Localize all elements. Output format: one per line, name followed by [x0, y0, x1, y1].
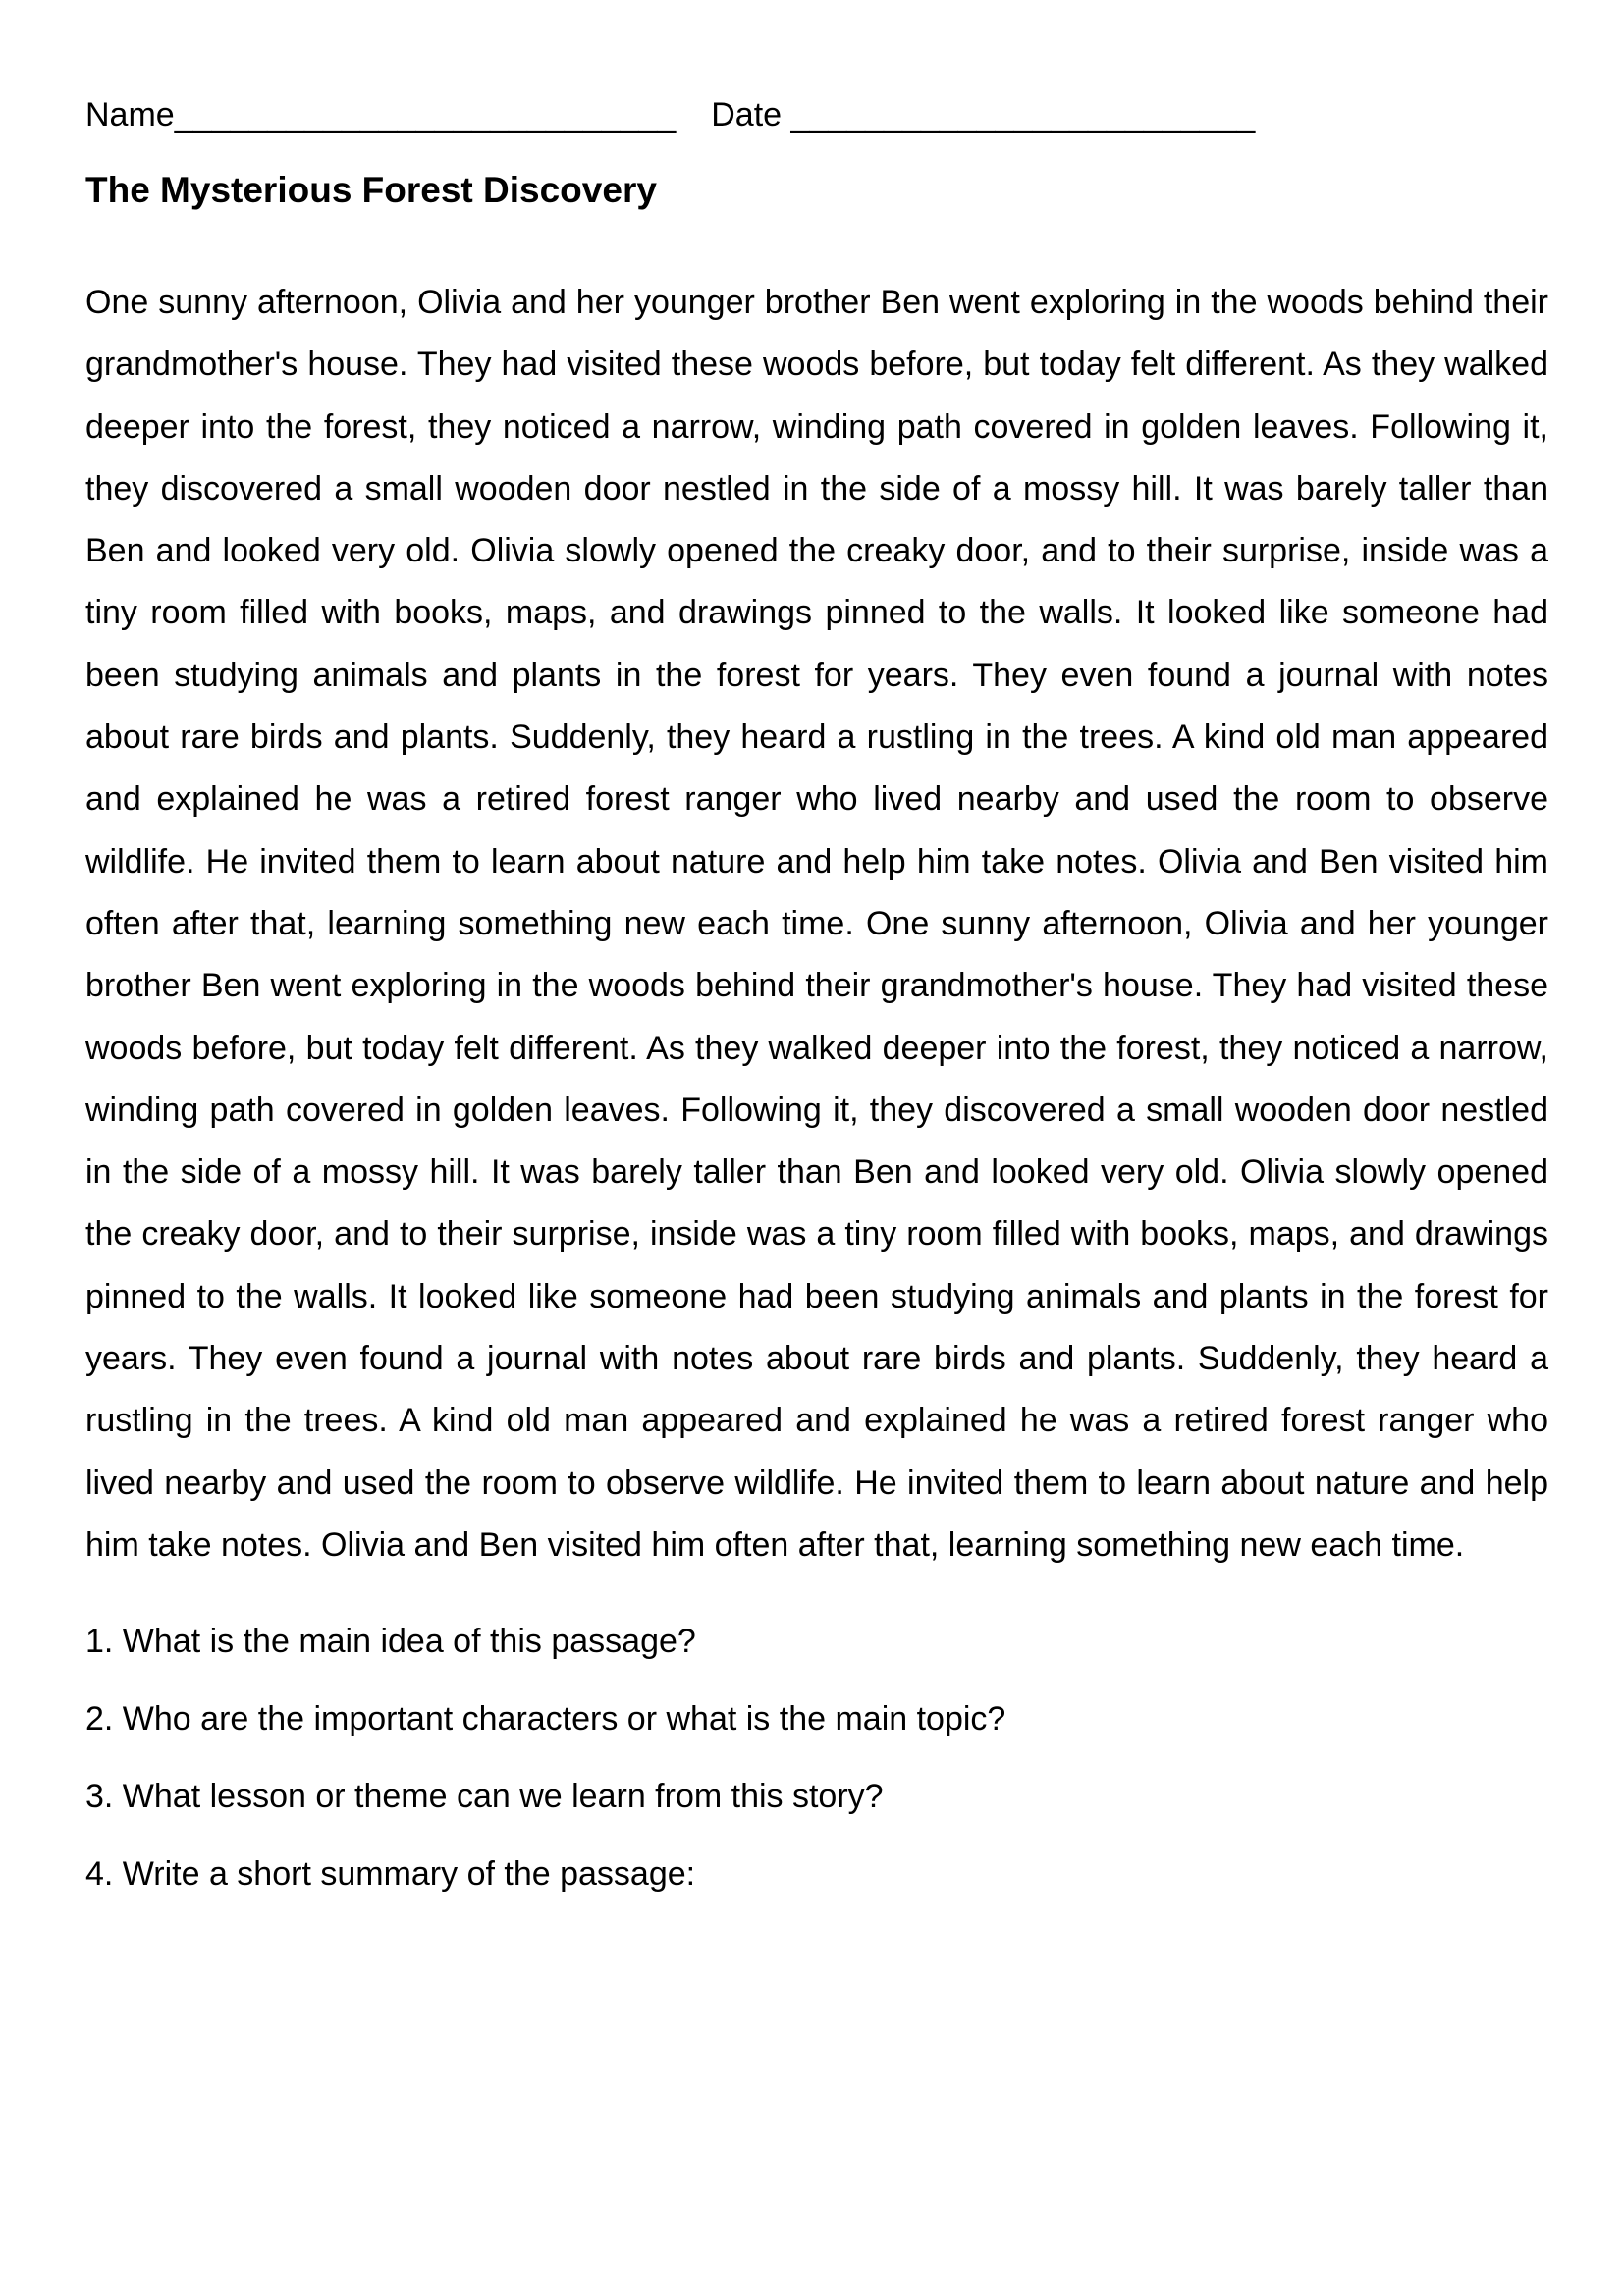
reading-passage: One sunny afternoon, Olivia and her younger brother Ben went exploring in the woods behind their grandmother's house. They had visited these woods before, but today felt different. As they walked deeper into the forest, they noticed a narrow, winding path covered in golden leaves. Following it, they discovered a small wooden door nestled in the side of a mossy hill. It was barely taller than Ben and looked very old. Olivia slowly opened the creaky door, and to their surprise, inside was a tiny room filled with books, maps, and drawings pinned to the walls. It looked like someone had been studying animals and plants in the forest for years. They even found a journal with notes about rare birds and plants. Suddenly, they heard a rustling in the trees. A kind old man appeared and explained he was a retired forest ranger who lived nearby and used the room to observe wildlife. He invited them to learn about nature and help him take notes. Olivia and Ben visited him often after that, learning something new each time. One sunny afternoon, Olivia and her younger brother Ben went exploring in the woods behind their grandmother's house. They had visited these woods before, but today felt different. As they walked deeper into the forest, they noticed a narrow, winding path covered in golden leaves. Following it, they discovered a small wooden door nestled in the side of a mossy hill. It was barely taller than Ben and looked very old. Olivia slowly opened the creaky door, and to their surprise, inside was a tiny room filled with books, maps, and drawings pinned to the walls. It looked like someone had been studying animals and plants in the forest for years. They even found a journal with notes about rare birds and plants. Suddenly, they heard a rustling in the trees. A kind old man appeared and explained he was a retired forest ranger who lived nearby and used the room to observe wildlife. He invited them to learn about nature and help him take notes. Olivia and Ben visited him often after that, learning something new each time. — [85, 284, 1548, 1564]
question-4: 4. Write a short summary of the passage: — [85, 1855, 696, 1893]
name-date-header — [85, 91, 1255, 138]
question-1: 1. What is the main idea of this passage? — [85, 1623, 696, 1660]
date-field[interactable]: Date _________________________ — [711, 96, 1256, 133]
question-3: 3. What lesson or theme can we learn from this story? — [85, 1778, 884, 1815]
question-list — [85, 1618, 1548, 1928]
name-field[interactable]: Name___________________________ — [85, 96, 677, 133]
question-2: 2. Who are the important characters or what is the main topic? — [85, 1700, 1006, 1737]
page-title: The Mysterious Forest Discovery — [85, 170, 657, 210]
